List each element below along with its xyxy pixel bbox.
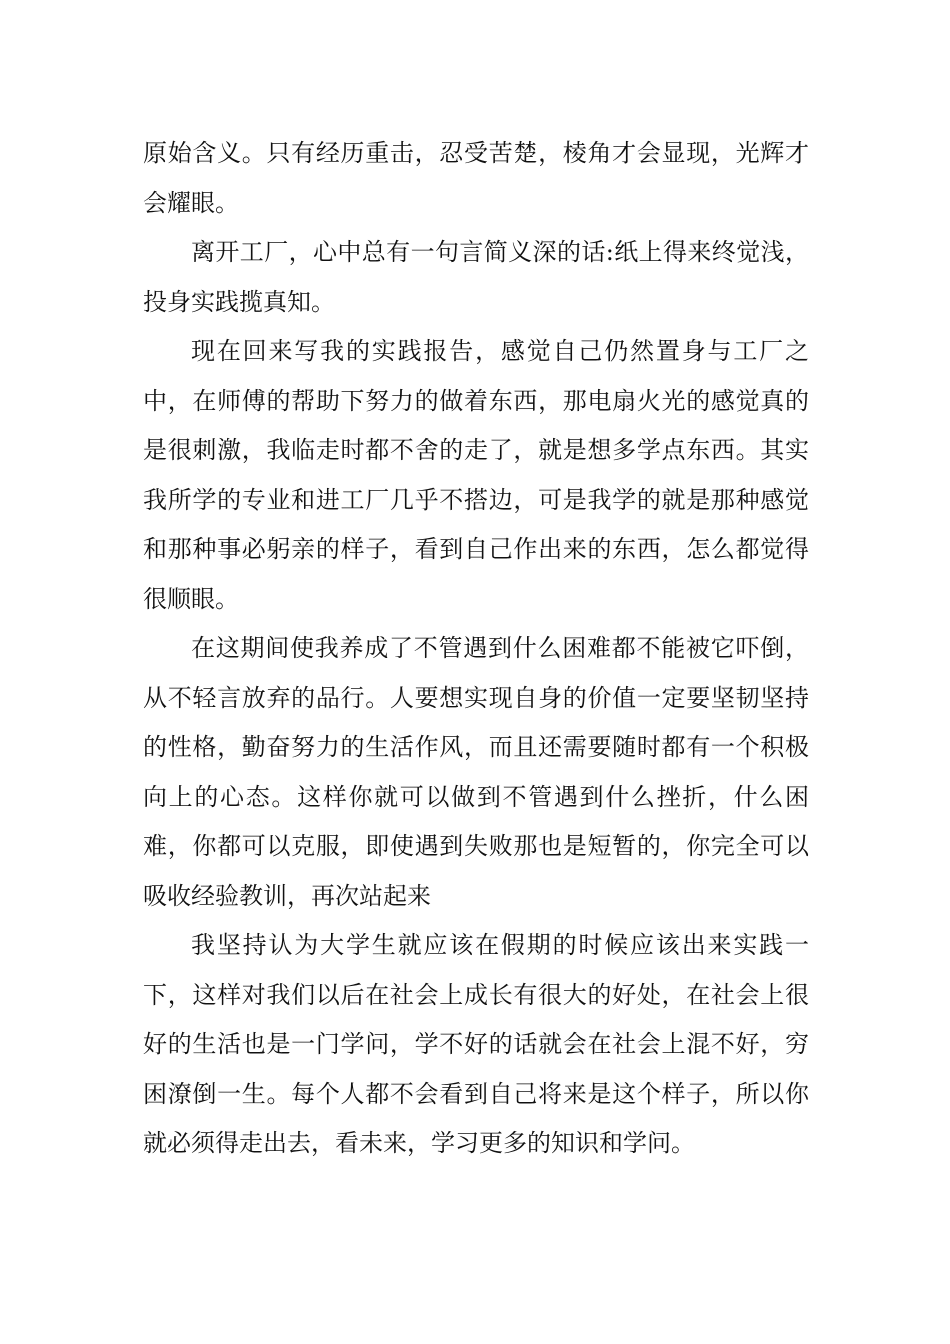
paragraph: 我坚持认为大学生就应该在假期的时候应该出来实践一下，这样对我们以后在社会上成长有很大的好处，在社会上很好的生活也是一门学问，学不好的话就会在社会上混不好，穷困潦倒一生。每个人都不会看到自己将来是这个样子，所以你就必须得走出去，看未来，学习更多的知识和学问。 [143,931,809,1157]
document-body [143,129,809,1169]
paragraph: 现在回来写我的实践报告，感觉自己仍然置身与工厂之中，在师傅的帮助下努力的做着东西，那电扇火光的感觉真的是很刺激，我临走时都不舍的走了，就是想多学点东西。其实我所学的专业和进工厂几乎不搭边，可是我学的就是那种感觉和那种事必躬亲的样子，看到自己作出来的东西，怎么都觉得很顺眼。 [143,337,809,613]
paragraph-continuation: 原始含义。只有经历重击，忍受苦楚，棱角才会显现，光辉才会耀眼。 [143,139,809,217]
paragraph: 离开工厂，心中总有一句言简义深的话:纸上得来终觉浅，投身实践揽真知。 [143,238,809,316]
paragraph: 在这期间使我养成了不管遇到什么困难都不能被它吓倒，从不轻言放弃的品行。人要想实现自身的价值一定要坚韧坚持的性格，勤奋努力的生活作风，而且还需要随时都有一个积极向上的心态。这样你就可以做到不管遇到什么挫折，什么困难，你都可以克服，即使遇到失败那也是短暂的，你完全可以吸收经验教训，再次站起来 [143,634,809,910]
